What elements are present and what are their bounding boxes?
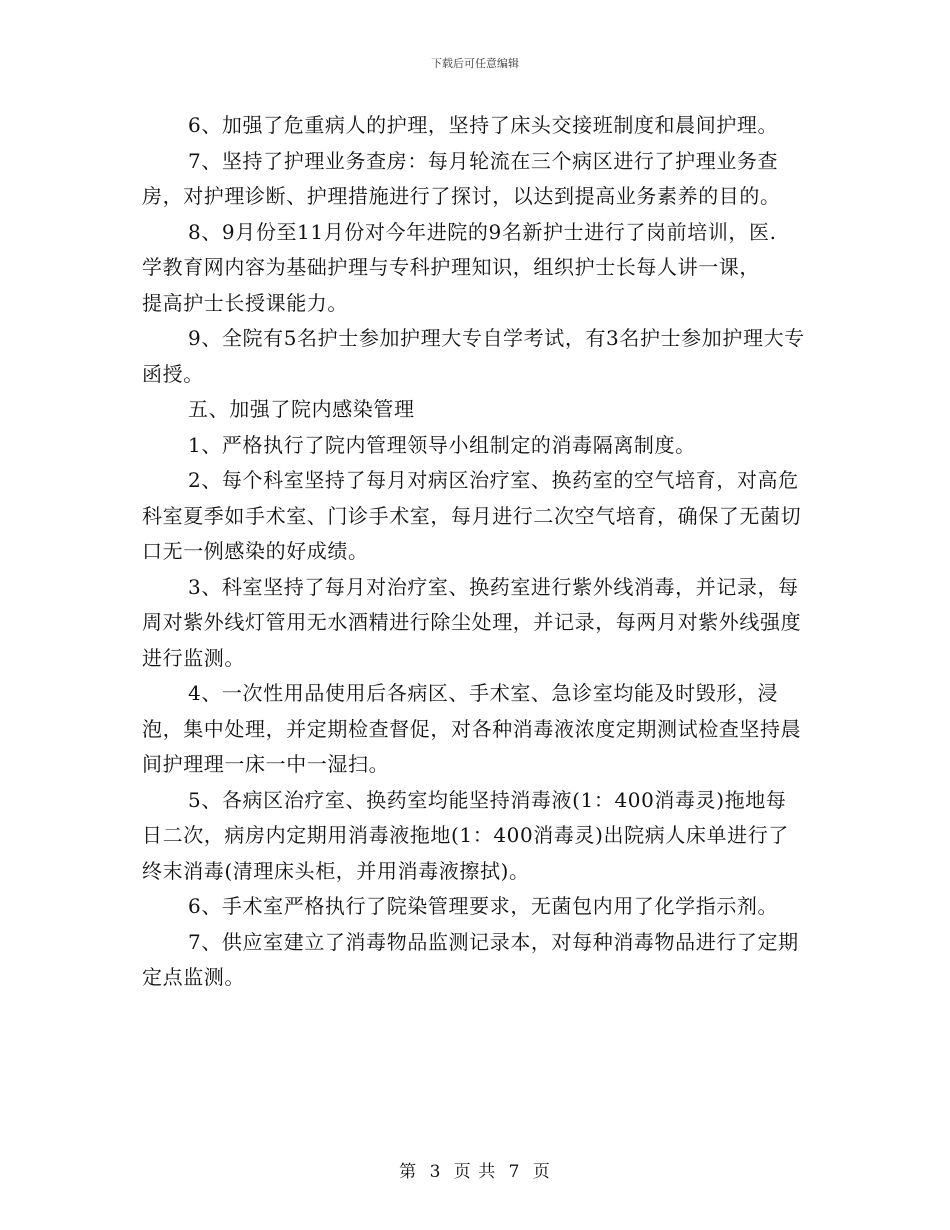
footer-total-pages: 7 [508,1162,521,1182]
paragraph-item-6-critical-care: 6、加强了危重病人的护理，坚持了床头交接班制度和晨间护理。 [188,113,779,137]
paragraph-item-8-line-3: 提高护士长授课能力。 [142,290,348,315]
paragraph-infection-4: 4、一次性用品使用后各病区、手术室、急诊室均能及时毁形，浸泡，集中处理，并定期检查督促，对各种消毒液浓度定期测试检查坚持晨间护理理一床一中一湿扫。 [142,681,802,776]
paragraph-infection-2: 2、每个科室坚持了每月对病区治疗室、换药室的空气培育，对高危科室夏季如手术室、门诊手术室，每月进行二次空气培育，确保了无菌切口无一例感染的好成绩。 [142,468,802,563]
section-heading-infection-control: 五、加强了院内感染管理 [188,397,415,421]
page-header-note: 下载后可任意编辑 [431,57,519,70]
page-footer [0,1157,950,1182]
paragraph-infection-1: 1、严格执行了院内管理领导小组制定的消毒隔离制度。 [188,432,696,457]
paragraph-item-9-exams: 9、全院有5名护士参加护理大专自学考试，有3名护士参加护理大专函授。 [142,326,805,386]
paragraph-item-8-line-1: 8、9月份至11月份对今年进院的9名新护士进行了岗前培训，医. [188,219,777,244]
paragraph-item-7-ward-rounds: 7、坚持了护理业务查房：每月轮流在三个病区进行了护理业务查房，对护理诊断、护理措施进行了探讨，以达到提高业务素养的目的。 [142,148,781,208]
footer-middle: 页 共 [453,1162,497,1182]
paragraph-infection-7: 7、供应室建立了消毒物品监测记录本，对每种消毒物品进行了定期定点监测。 [142,929,799,989]
footer-suffix: 页 [532,1162,551,1182]
paragraph-item-8-line-2: 学教育网内容为基础护理与专科护理知识，组织护士长每人讲一课， [142,255,760,279]
footer-current-page: 3 [429,1162,442,1182]
footer-prefix: 第 [399,1162,418,1182]
paragraph-infection-5: 5、各病区治疗室、换药室均能坚持消毒液(1：400消毒灵)拖地每日二次，病房内定期用消毒液拖地(1：400消毒灵)出院病人床单进行了终末消毒(清理床头柜，并用消毒液擦拭)。 [142,787,789,883]
paragraph-infection-6: 6、手术室严格执行了院染管理要求，无菌包内用了化学指示剂。 [188,894,779,918]
paragraph-infection-3: 3、科室坚持了每月对治疗室、换药室进行紫外线消毒，并记录，每周对紫外线灯管用无水酒精进行除尘处理，并记录，每两月对紫外线强度进行监测。 [142,574,802,670]
document-body [142,108,806,996]
